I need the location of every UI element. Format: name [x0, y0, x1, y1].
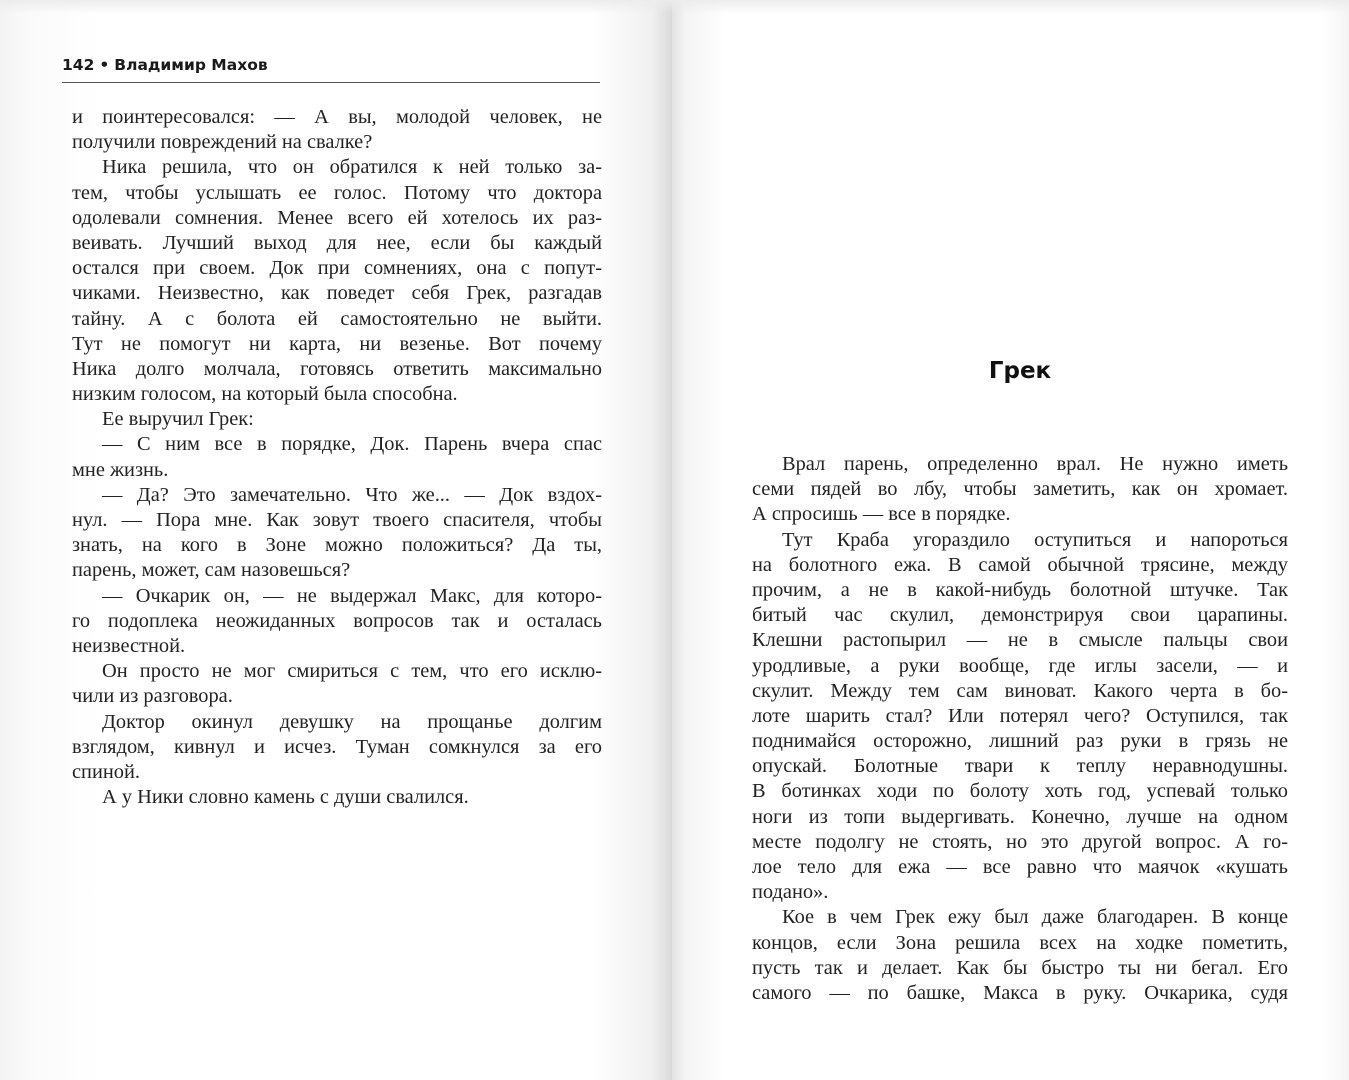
left-page-text	[72, 105, 602, 810]
text-line: знать, на кого в Зоне можно положиться? Да ты,	[72, 534, 602, 557]
chapter-title: Грек	[988, 358, 1052, 384]
text-line: лое тело для ежа — все равно что маячок «кушать	[752, 856, 1288, 878]
text-line: А спросишь — все в порядке.	[752, 503, 1011, 526]
header-rule	[62, 82, 600, 83]
text-line: Ника долго молчала, готовясь ответить максимально	[72, 357, 602, 380]
left-page	[0, 0, 672, 1080]
text-line: Тут не помогут ни карта, ни везенье. Вот почему	[72, 332, 602, 355]
text-line: получили повреждений на свалке?	[72, 131, 373, 154]
text-line: одолевали сомнения. Менее всего ей хотелось их раз-	[72, 206, 602, 229]
header-separator: •	[99, 56, 110, 74]
right-page-text	[752, 452, 1288, 1006]
text-line: А у Ники словно камень с души свалился.	[102, 786, 469, 809]
text-line: месте подолгу не стоять, но это другой вопрос. А го-	[752, 830, 1288, 853]
text-line: В ботинках ходи по болоту хоть год, успевай только	[752, 780, 1288, 803]
text-line: го подоплека неожиданных вопросов так и осталась	[72, 609, 602, 632]
text-line: — Очкарик он, — не выдержал Макс, для которо-	[102, 584, 602, 607]
text-line: мне жизнь.	[72, 458, 169, 481]
text-line: Клешни растопырил — не в смысле пальцы свои	[752, 629, 1288, 652]
text-line: лоте шарить стал? Или потерял чего? Оступился, так	[752, 704, 1288, 727]
text-line: — Да? Это замечательно. Что же... — Док вздох-	[102, 483, 602, 506]
text-line: пусть так и делает. Как бы быстро ты ни бегал. Его	[752, 956, 1288, 979]
text-line: битый час скулил, демонстрируя свои царапины.	[752, 604, 1288, 627]
text-line: ноги из топи выдергивать. Конечно, лучше на одном	[752, 805, 1288, 828]
text-line: уродливые, а руки вообще, где иглы засели, — и	[752, 654, 1288, 677]
text-line: тайну. А с болота ей самостоятельно не выйти.	[72, 307, 602, 330]
text-line: на болотного ежа. В самой обычной трясине, между	[752, 553, 1288, 576]
text-line: семи пядей во лбу, чтобы заметить, как он хромает.	[752, 478, 1288, 501]
text-line: и поинтересовался: — А вы, молодой человек, не	[72, 106, 602, 128]
author-name: Владимир Махов	[114, 56, 268, 74]
running-head	[62, 56, 600, 74]
text-line: подано».	[752, 881, 829, 904]
text-line: поднимайся осторожно, лишний раз руки в грязь не	[752, 730, 1288, 753]
text-line: спиной.	[72, 760, 140, 783]
text-line: прочим, а не в какой-нибудь болотной штучке. Так	[752, 578, 1288, 601]
text-line: Кое в чем Грек ежу был даже благодарен. В конце	[782, 906, 1288, 929]
text-line: чиками. Неизвестно, как поведет себя Грек, разгадав	[72, 282, 602, 305]
text-line: остался при своем. Док при сомнениях, она с попут-	[72, 257, 602, 280]
text-line: Он просто не мог смириться с тем, что его исклю-	[102, 660, 602, 683]
text-line: парень, может, сам назовешься?	[72, 559, 351, 582]
text-line: веивать. Лучший выход для нее, если бы каждый	[72, 231, 602, 254]
text-line: опускай. Болотные твари к теплу неравнодушны.	[752, 755, 1288, 778]
text-line: тем, чтобы услышать ее голос. Потому что доктора	[72, 181, 602, 204]
text-line: скулит. Между тем сам виноват. Какого черта в бо-	[752, 679, 1288, 702]
text-line: Ее выручил Грек:	[102, 408, 254, 431]
text-line: самого — по башке, Макса в руку. Очкарика, судя	[752, 981, 1288, 1004]
page-number: 142	[62, 56, 95, 74]
text-line: нул. — Пора мне. Как зовут твоего спасителя, чтобы	[72, 509, 602, 531]
text-line: низким голосом, на который была способна.	[72, 383, 458, 406]
text-line: Врал парень, определенно врал. Не нужно иметь	[782, 453, 1288, 475]
top-shadow	[672, 0, 1349, 14]
text-line: чили из разговора.	[72, 685, 233, 708]
text-line: неизвестной.	[72, 634, 186, 657]
text-line: — С ним все в порядке, Док. Парень вчера спас	[102, 433, 602, 456]
text-line: Ника решила, что он обратился к ней только за-	[102, 156, 602, 179]
text-line: взглядом, кивнул и исчез. Туман сомкнулся за его	[72, 735, 602, 758]
top-shadow	[0, 0, 672, 14]
text-line: Доктор окинул девушку на прощанье долгим	[102, 710, 602, 733]
text-line: Тут Краба угораздило оступиться и напороться	[782, 528, 1288, 551]
text-line: концов, если Зона решила всех на ходке пометить,	[752, 931, 1288, 954]
